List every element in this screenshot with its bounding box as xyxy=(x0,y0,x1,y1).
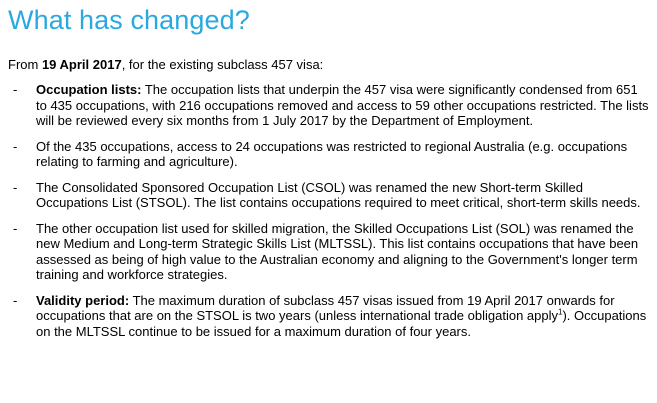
list-item-csol-renamed xyxy=(8,180,649,211)
intro-prefix: From xyxy=(8,57,42,72)
item-text: The occupation lists that underpin the 457 visa were significantly condensed from 651 to 435 occupations, with 216 occupations removed and access to 59 other occupations restricted. The lists will be reviewed every six months from 1 July 2017 by the Department of Employment. xyxy=(36,82,649,128)
bullet-dash: - xyxy=(13,220,18,236)
footnote-reference: 1 xyxy=(558,307,563,317)
bullet-dash: - xyxy=(13,179,18,195)
intro-paragraph xyxy=(8,57,649,73)
intro-suffix: , for the existing subclass 457 visa: xyxy=(121,57,324,72)
item-text: Of the 435 occupations, access to 24 occupations was restricted to regional Australia (e.g. occupations relating to farming and agriculture). xyxy=(36,138,628,169)
page-title: What has changed? xyxy=(8,5,250,35)
item-text: The Consolidated Sponsored Occupation List (CSOL) was renamed the new Short-term Skilled Occupations List (STSOL). The list contains occupations required to meet critical, short-term skills needs. xyxy=(36,179,641,210)
list-item-regional-restriction xyxy=(8,139,649,170)
item-text-after: ). Occupations on the MLTSSL continue to be issued for a maximum duration of four years. xyxy=(36,308,647,339)
list-item-sol-renamed xyxy=(8,221,649,283)
item-text: The other occupation list used for skilled migration, the Skilled Occupations List (SOL) was renamed the new Medium and Long-term Strategic Skills List (MLTSSL). This list contains occupations that have been assessed as being of high value to the Australian economy and aligning to the Government's longer term training and workforce strategies. xyxy=(36,220,639,282)
bullet-dash: - xyxy=(13,138,18,154)
item-text: The maximum duration of subclass 457 visas issued from 19 April 2017 onwards for occupations that are on the STSOL is two years (unless international trade obligation apply xyxy=(36,292,615,323)
item-lead: Occupation lists: xyxy=(36,82,142,97)
bullet-dash: - xyxy=(13,292,18,308)
list-item-occupation-lists xyxy=(8,82,649,129)
changes-list xyxy=(8,82,649,339)
item-lead: Validity period: xyxy=(36,292,130,308)
list-item-validity-period xyxy=(8,293,649,340)
intro-date: 19 April 2017 xyxy=(41,57,122,72)
bullet-dash: - xyxy=(13,82,18,97)
